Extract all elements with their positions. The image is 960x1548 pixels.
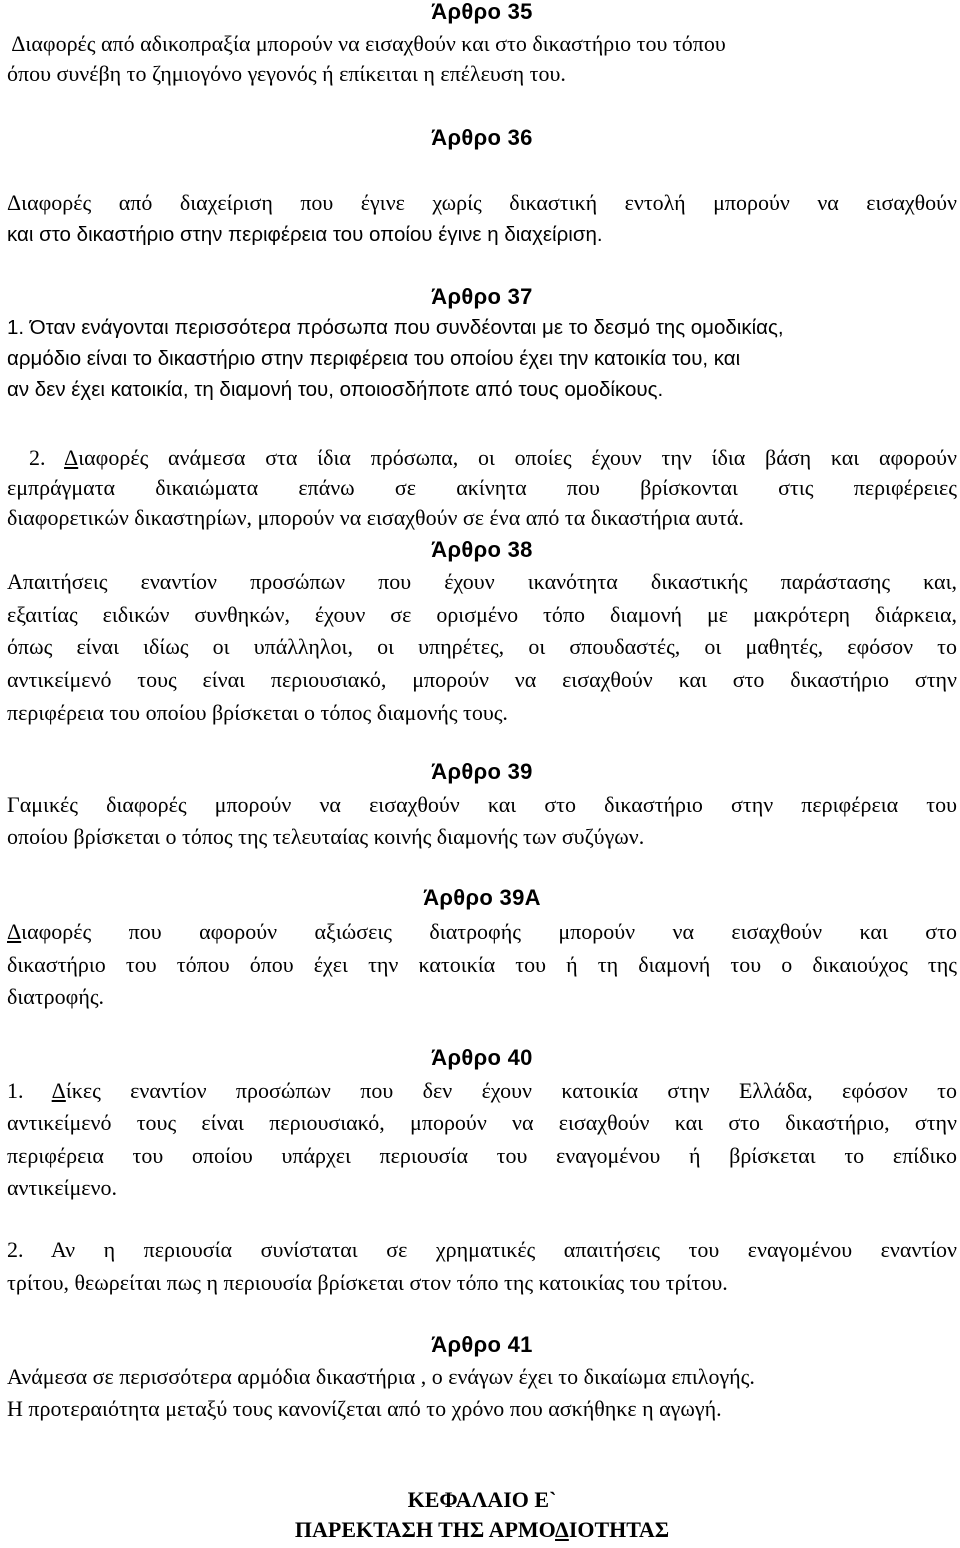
article-37-p2-first-letter: Δ [64,445,79,470]
article-37-p2-prefix: 2. [29,445,65,470]
article-35-line-2: όπου συνέβη το ζημιογόνο γεγονός ή επίκειται η επέλευση του. [7,61,566,86]
article-36-line-1: Διαφορές από διαχείριση που έγινε χωρίς δικαστική εντολή μπορούν να εισαχθούν [7,190,957,215]
article-40-p2-line-1: 2. Αν η περιουσία συνίσταται σε χρηματικές απαιτήσεις του εναγομένου εναντίον [7,1237,957,1262]
article-39a-first-letter: Δ [7,919,22,944]
article-37-p1-line-1: 1. Όταν ενάγονται περισσότερα πρόσωπα που συνδέονται με το δεσμό της ομοδικίας, [7,316,784,339]
article-37-p2-line-1-text: ιαφορές ανάμεσα στα ίδια πρόσωπα, οι οποίες έχουν την ίδια βάση και αφορούν [78,445,957,470]
article-40-p2-line-2: τρίτου, θεωρείται πως η περιουσία βρίσκεται στον τόπο της κατοικίας του τρίτου. [7,1270,728,1295]
article-35-heading: Άρθρο 35 [431,0,533,24]
article-41-line-1: Ανάμεσα σε περισσότερα αρμόδια δικαστήρια , ο ενάγων έχει το δικαίωμα επιλογής. [7,1364,755,1389]
article-40-p1-line-4: αντικείμενο. [7,1175,117,1200]
article-38-line-1: Απαιτήσεις εναντίον προσώπων που έχουν ικανότητα δικαστικής παράστασης και, [7,569,957,594]
article-38-line-3: όπως είναι ιδίως οι υπάλληλοι, οι υπηρέτες, οι σπουδαστές, οι μαθητές, εφόσον το [7,634,957,659]
article-39a-line-1-text: ιαφορές που αφορούν αξιώσεις διατροφής μπορούν να εισαχθούν και στο [21,919,957,944]
article-37-p1-line-3: αν δεν έχει κατοικία, τη διαμονή του, οποιοσδήποτε από τους ομοδίκους. [7,378,664,401]
article-40-p1-line-1-text: ίκες εναντίον προσώπων που δεν έχουν κατοικία στην Ελλάδα, εφόσον το [65,1078,957,1103]
article-39a-line-1 [7,917,957,947]
article-39a-line-2: δικαστήριο του τόπου όπου έχει την κατοικία του ή τη διαμονή του ο δικαιούχος της [7,952,957,977]
article-37-p2-line-2: εμπράγματα δικαιώματα επάνω σε ακίνητα που βρίσκονται στις περιφέρειες [7,475,957,500]
article-37-heading: Άρθρο 37 [431,284,533,309]
article-36-line-2: και στο δικαστήριο στην περιφέρεια του οποίου έγινε η διαχείριση. [7,223,603,246]
article-37-p1-line-2: αρμόδιο είναι το δικαστήριο στην περιφέρεια του οποίου έχει την κατοικία του, και [7,347,741,370]
article-39-heading: Άρθρο 39 [431,759,533,784]
chapter-title-suffix: ΙΟΤΗΤΑΣ [568,1517,670,1542]
article-40-heading: Άρθρο 40 [431,1045,533,1070]
article-40-p1-prefix: 1. [7,1078,52,1103]
article-41-heading: Άρθρο 41 [431,1332,533,1357]
article-39-line-2: οποίου βρίσκεται ο τόπος της τελευταίας κοινής διαμονής των συζύγων. [7,824,645,849]
article-40-p1-line-3: περιφέρεια του οποίου υπάρχει περιουσία του εναγομένου ή βρίσκεται το επίδικο [7,1143,957,1168]
chapter-title-first-letter: Δ [555,1517,569,1542]
article-39a-line-3: διατροφής. [7,984,105,1009]
article-36-heading: Άρθρο 36 [431,125,533,150]
article-40-p1-line-1 [7,1076,957,1106]
article-38-heading: Άρθρο 38 [431,537,533,562]
chapter-number: ΚΕΦΑΛΑΙΟ Ε` [407,1487,557,1512]
article-39-line-1: Γαμικές διαφορές μπορούν να εισαχθούν και στο δικαστήριο στην περιφέρεια του [7,792,957,817]
chapter-title-prefix: ΠΑΡΕΚΤΑΣΗ ΤΗΣ ΑΡΜΟ [294,1517,556,1542]
article-37-p2-line-1 [7,443,957,473]
article-35-line-1: Διαφορές από αδικοπραξία μπορούν να εισαχθούν και στο δικαστήριο του τόπου [7,31,726,56]
article-38-line-2: εξαιτίας ειδικών συνθηκών, έχουν σε ορισμένο τόπο διαμονή με μακρότερη διάρκεια, [7,602,957,627]
article-38-line-4: αντικείμενό τους είναι περιουσιακό, μπορούν να εισαχθούν και στο δικαστήριο στην [7,667,957,692]
chapter-title [7,1515,957,1545]
article-37-p2-line-3: διαφορετικών δικαστηρίων, μπορούν να εισαχθούν σε ένα από τα δικαστήρια αυτά. [7,505,744,530]
article-41-line-2: Η προτεραιότητα μεταξύ τους κανονίζεται από το χρόνο που ασκήθηκε η αγωγή. [7,1396,722,1421]
article-40-p1-first-letter: Δ [51,1078,66,1103]
article-38-line-5: περιφέρεια του οποίου βρίσκεται ο τόπος διαμονής τους. [7,700,508,725]
article-39a-heading: Άρθρο 39Α [423,885,541,910]
article-40-p1-line-2: αντικείμενό τους είναι περιουσιακό, μπορούν να εισαχθούν και στο δικαστήριο, στην [7,1110,957,1135]
